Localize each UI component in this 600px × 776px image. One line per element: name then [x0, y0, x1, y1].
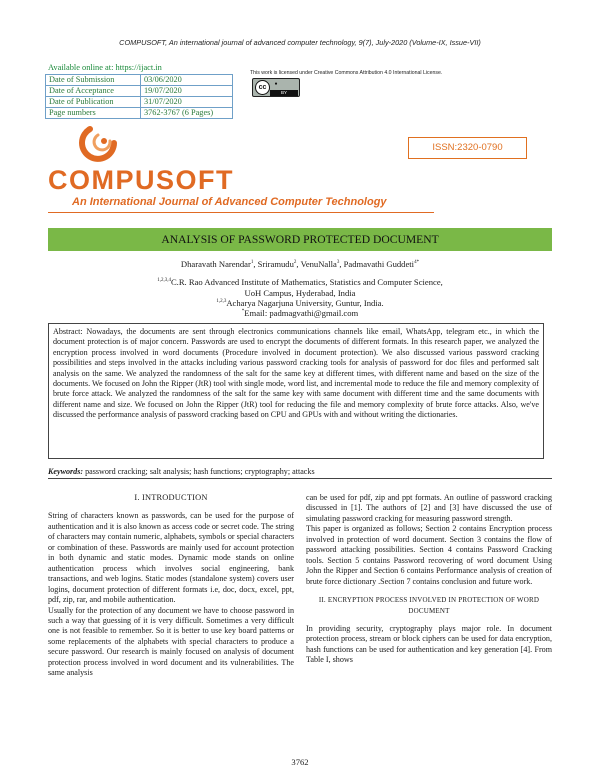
info-value: 03/06/2020	[141, 75, 233, 86]
author-list: Dharavath Narendar$^1$, Sriramudu$^2$, VenuNalla$^3$, Padmavathi Guddeti$^{4*}$	[180, 259, 420, 269]
paragraph: In providing security, cryptography plays major role. In document protection process, stream or block ciphers can be used for data encryption, hash functions can be used for authentication and key generation [4]. From Table I, shows	[306, 623, 552, 665]
cc-by-badge[interactable]	[252, 78, 300, 97]
keywords-label: Keywords:	[48, 467, 84, 476]
publication-info-table	[45, 74, 233, 119]
abstract: Abstract: Nowadays, the documents are sent through electronics communications channels like email, WhatsApp, telegram etc., in which the document protection is of major concern. Passwords are used to encrypt the documents of different formats. In this research paper, we analyzed the encryption process involved in word documents (Procedure involved in document protection). We also discussed various password cracking possibilities and steps involved in the attacks including various password cracking tools for analysis of password for doc files and performed salt analysis on the same. We analyzed the randomness of the salt for the same key at different times, with different name and based on the size of the documents. We focused on John the Ripper (JtR) tool with single mode, word list, and incremental mode to reduce the file and memory complexity of brute force attack. We analyzed the randomness of the salt for the same key with same document with different time and the same documents with different name and size. We focused on John the Ripper (JtR) tool for reducing the file and memory complexity of brute force attacks. Also, we've discussed the performance analysis of password cracking based on CPU and GPUs with and without writing the dictionaries.	[48, 323, 544, 459]
info-row	[46, 97, 233, 108]
author-name: Padmavathi Guddeti	[343, 259, 415, 269]
affiliation-sup: 1,2,3,4	[157, 278, 171, 284]
author-sup: 3	[336, 260, 340, 266]
keywords	[48, 467, 552, 476]
affiliation-line	[0, 298, 600, 308]
paragraph: can be used for pdf, zip and ppt formats. An outline of password cracking discussed in [1]. The authors of [2] and [3] have discussed the use of simulating password cracking for measuring password strength.	[306, 493, 552, 523]
affiliation-sup: 1,2,3	[216, 299, 227, 305]
page-number: 3762	[291, 757, 309, 767]
affiliation-text: Acharya Nagarjuna University, Guntur, India.	[226, 298, 384, 308]
header-divider	[48, 212, 434, 213]
affiliation-sup: *	[241, 309, 245, 315]
right-column	[306, 493, 552, 666]
affiliation-text: C.R. Rao Advanced Institute of Mathematics, Statistics and Computer Science,	[170, 277, 443, 287]
info-row	[46, 108, 233, 119]
info-label: Date of Acceptance	[46, 86, 141, 97]
journal-logo-icon	[52, 123, 142, 165]
affiliation-text: Email: padmagvathi@gmail.com	[244, 308, 359, 318]
affiliation-line	[0, 288, 600, 298]
author-name: VenuNalla	[300, 259, 337, 269]
info-row	[46, 86, 233, 97]
affiliation-line	[0, 308, 600, 318]
keywords-divider	[48, 478, 552, 479]
info-row	[46, 75, 233, 86]
by-label: BY	[270, 90, 298, 96]
journal-tagline: An International Journal of Advanced Computer Technology	[72, 196, 387, 208]
info-label: Date of Publication	[46, 97, 141, 108]
affiliation-text: UoH Campus, Hyderabad, India	[244, 288, 356, 298]
issn-box: ISSN:2320-0790	[408, 137, 527, 159]
affiliation-line	[0, 277, 600, 287]
author-sup: 2	[293, 260, 297, 266]
running-header: COMPUSOFT, An international journal of advanced computer technology, 9(7), July-2020 (Volume-IX, Issue-VII)	[119, 38, 481, 47]
attribution-person-icon: ●	[274, 81, 278, 87]
paragraph: Usually for the protection of any document we have to choose password in such a way that guessing of it is very difficult. Sometimes a very difficult one is not feasible to remember. So it is better to use key board patterns or some replacements of the alphabets with special characters to produce a secure password. Our research is mainly focused on analysis of document protection process involved in word document and its vulnerabilities. The same analysis	[48, 605, 294, 678]
info-label: Date of Submission	[46, 75, 141, 86]
section-heading-encryption: II. ENCRYPTION PROCESS INVOLVED IN PROTECTION OF WORD DOCUMENT	[318, 596, 540, 615]
paragraph: This paper is organized as follows; Section 2 contains Encryption process involved in protection of word document. Section 3 contains the flow of password attacking possibilities. Section 4 contains Password Cracking tools. Section 5 contains Password recovering of word document Using John the Ripper and Section 6 contains Performance analysis of creation of brute force dictionary .Section 7 contains conclusion and future work.	[306, 524, 552, 586]
availability-link[interactable]: Available online at: https://ijact.in	[48, 63, 162, 72]
info-label: Page numbers	[46, 108, 141, 119]
info-value: 3762-3767 (6 Pages)	[141, 108, 233, 119]
paper-title: ANALYSIS OF PASSWORD PROTECTED DOCUMENT	[48, 228, 552, 251]
info-value: 31/07/2020	[141, 97, 233, 108]
cc-logo-icon: cc	[255, 80, 270, 95]
license-text: This work is licensed under Creative Commons Attribution 4.0 International License.	[250, 70, 443, 76]
author-sup: 1	[250, 260, 254, 266]
section-heading-introduction: I. INTRODUCTION	[134, 493, 208, 502]
info-value: 19/07/2020	[141, 86, 233, 97]
keywords-text: password cracking; salt analysis; hash functions; cryptography; attacks	[83, 467, 315, 476]
left-column	[48, 493, 294, 679]
author-sup: 4*	[414, 260, 420, 266]
journal-brand: COMPUSOFT	[48, 165, 234, 195]
paragraph: String of characters known as passwords, can be used for the purpose of authentication and it is also known as access code or secret code. The string of characters may contain numeric, alphabets, symbols or special characters or combination of these. Passwords are mainly used for account protection in both dynamic and static modes. Dynamic mode stands on online authentication process which involves social engineering, bank transactions, and web logins. Static modes (standalone system) covers user logins, document protection of different formats i.e, doc, docx, excel, ppt, pdf, zip, rar, and mobile authentication.	[48, 511, 294, 605]
author-name: Dharavath Narendar	[180, 259, 251, 269]
author-name: Sriramudu	[257, 259, 294, 269]
